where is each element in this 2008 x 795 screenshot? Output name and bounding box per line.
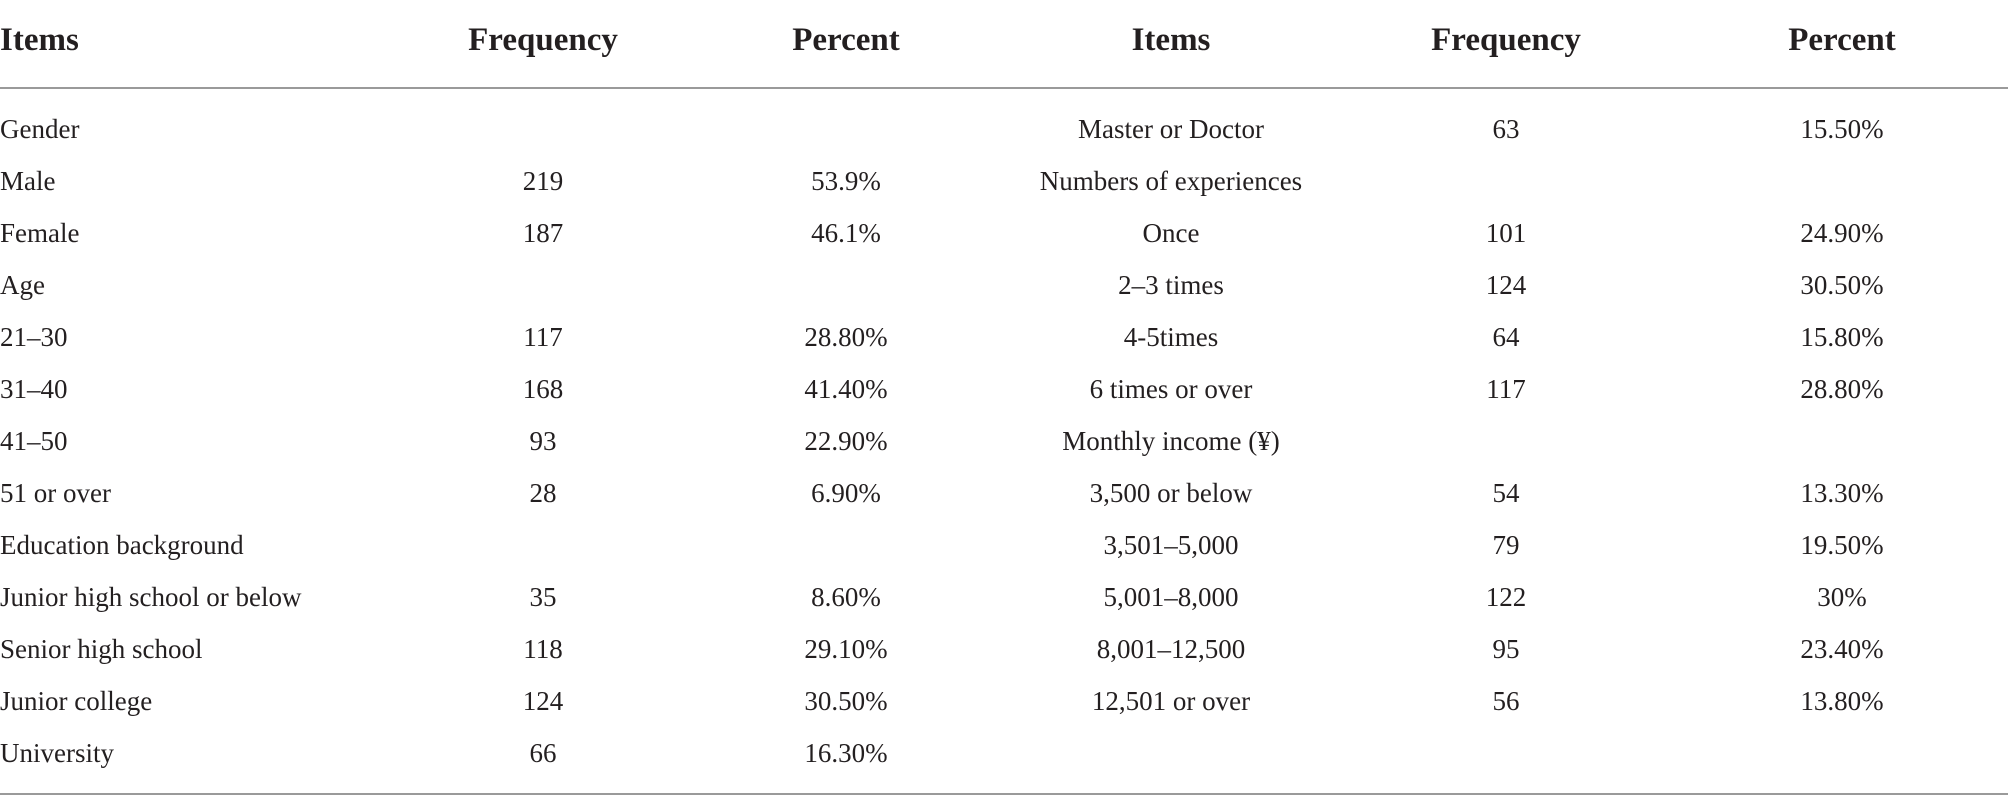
cell-item-right: 5,001–8,000 (1103, 581, 1239, 612)
cell-frequency-right: 64 (1492, 321, 1520, 352)
cell-frequency-right: 124 (1485, 269, 1527, 300)
cell-item-right: Master or Doctor (1078, 113, 1264, 144)
cell-frequency-left: 118 (523, 633, 563, 664)
cell-percent-left: 29.10% (804, 633, 888, 664)
cell-item-left: 21–30 (0, 321, 68, 352)
cell-item-left: Education background (0, 529, 244, 560)
cell-frequency-left: 93 (529, 425, 557, 456)
cell-frequency-left: 35 (529, 581, 557, 612)
cell-frequency-right: 54 (1492, 477, 1520, 508)
header-percent-left: Percent (686, 0, 1006, 88)
cell-item-left: 51 or over (0, 477, 111, 508)
cell-frequency-left: 117 (523, 321, 563, 352)
cell-percent-right: 23.40% (1800, 633, 1884, 664)
cell-percent-left: 30.50% (804, 685, 888, 716)
cell-item-left: University (0, 737, 114, 768)
cell-item-right: Once (1142, 217, 1200, 248)
spacer-row (0, 88, 2008, 103)
header-row (0, 0, 2008, 88)
table-row (0, 623, 2008, 675)
cell-percent-left: 22.90% (804, 425, 888, 456)
cell-item-left: Junior high school or below (0, 581, 302, 612)
cell-item-left: Age (0, 269, 45, 300)
cell-percent-left: 53.9% (811, 165, 881, 196)
cell-frequency-left: 66 (529, 737, 557, 768)
cell-item-left: Junior college (0, 685, 153, 716)
table-row (0, 207, 2008, 259)
cell-item-right: 2–3 times (1118, 269, 1224, 300)
header-frequency-right: Frequency (1336, 0, 1676, 88)
header-frequency-left: Frequency (400, 0, 686, 88)
cell-item-left: Male (0, 165, 56, 196)
cell-item-left: 41–50 (0, 425, 68, 456)
cell-percent-left: 16.30% (804, 737, 888, 768)
cell-percent-right: 15.80% (1800, 321, 1884, 352)
cell-frequency-left (400, 519, 686, 571)
cell-item-left: Female (0, 217, 80, 248)
table-row (0, 415, 2008, 467)
cell-item-right: 8,001–12,500 (1096, 633, 1246, 664)
table-row (0, 311, 2008, 363)
cell-item-right: 3,500 or below (1089, 477, 1253, 508)
cell-item-right: 3,501–5,000 (1103, 529, 1239, 560)
spacer-cell (0, 88, 2008, 103)
cell-frequency-left (400, 103, 686, 155)
table-row (0, 103, 2008, 155)
cell-percent-right: 19.50% (1800, 529, 1884, 560)
table-header (0, 0, 2008, 88)
cell-percent-left (686, 259, 1006, 311)
cell-frequency-right: 95 (1492, 633, 1520, 664)
header-items-left: Items (0, 0, 400, 88)
cell-frequency-left: 28 (529, 477, 557, 508)
cell-frequency-right: 79 (1492, 529, 1520, 560)
cell-percent-right: 13.30% (1800, 477, 1884, 508)
cell-frequency-left: 124 (522, 685, 564, 716)
cell-item-left: Senior high school (0, 633, 203, 664)
cell-frequency-right (1336, 415, 1676, 467)
cell-percent-left (686, 103, 1006, 155)
cell-percent-left: 8.60% (811, 581, 881, 612)
cell-item-right: 6 times or over (1089, 373, 1253, 404)
table-row (0, 259, 2008, 311)
cell-item-right (1006, 727, 1336, 779)
table-row (0, 519, 2008, 571)
cell-percent-left (686, 519, 1006, 571)
cell-frequency-right: 101 (1485, 217, 1527, 248)
table-row (0, 675, 2008, 727)
cell-frequency-right: 117 (1486, 373, 1526, 404)
table-row (0, 467, 2008, 519)
cell-item-right: 4-5times (1123, 321, 1219, 352)
table-row (0, 727, 2008, 779)
cell-item-left: Gender (0, 113, 80, 144)
header-percent-right: Percent (1676, 0, 2008, 88)
cell-percent-left: 28.80% (804, 321, 888, 352)
cell-frequency-left: 187 (522, 217, 564, 248)
cell-percent-right: 24.90% (1800, 217, 1884, 248)
table-row (0, 363, 2008, 415)
cell-percent-right: 30.50% (1800, 269, 1884, 300)
bottom-rule (0, 779, 2008, 794)
cell-item-right: Numbers of experiences (1039, 165, 1303, 196)
bottom-rule-row (0, 779, 2008, 794)
header-items-right: Items (1006, 0, 1336, 88)
cell-percent-right: 28.80% (1800, 373, 1884, 404)
cell-item-left: 31–40 (0, 373, 68, 404)
cell-percent-right: 30% (1817, 581, 1867, 612)
cell-frequency-right: 63 (1492, 113, 1520, 144)
cell-frequency-right: 56 (1492, 685, 1520, 716)
cell-frequency-left: 168 (522, 373, 564, 404)
table-row (0, 571, 2008, 623)
cell-frequency-left (400, 259, 686, 311)
cell-item-right: Monthly income (¥) (1062, 425, 1280, 456)
cell-item-right: 12,501 or over (1091, 685, 1251, 716)
cell-percent-left: 46.1% (811, 217, 881, 248)
cell-percent-right (1676, 415, 2008, 467)
table-body (0, 88, 2008, 794)
cell-percent-right: 13.80% (1800, 685, 1884, 716)
table-row (0, 155, 2008, 207)
cell-percent-left: 41.40% (804, 373, 888, 404)
cell-percent-right (1676, 727, 2008, 779)
cell-percent-left: 6.90% (811, 477, 881, 508)
cell-frequency-right (1336, 155, 1676, 207)
cell-frequency-right (1336, 727, 1676, 779)
cell-frequency-left: 219 (522, 165, 564, 196)
cell-frequency-right: 122 (1485, 581, 1527, 612)
cell-percent-right (1676, 155, 2008, 207)
cell-percent-right: 15.50% (1800, 113, 1884, 144)
